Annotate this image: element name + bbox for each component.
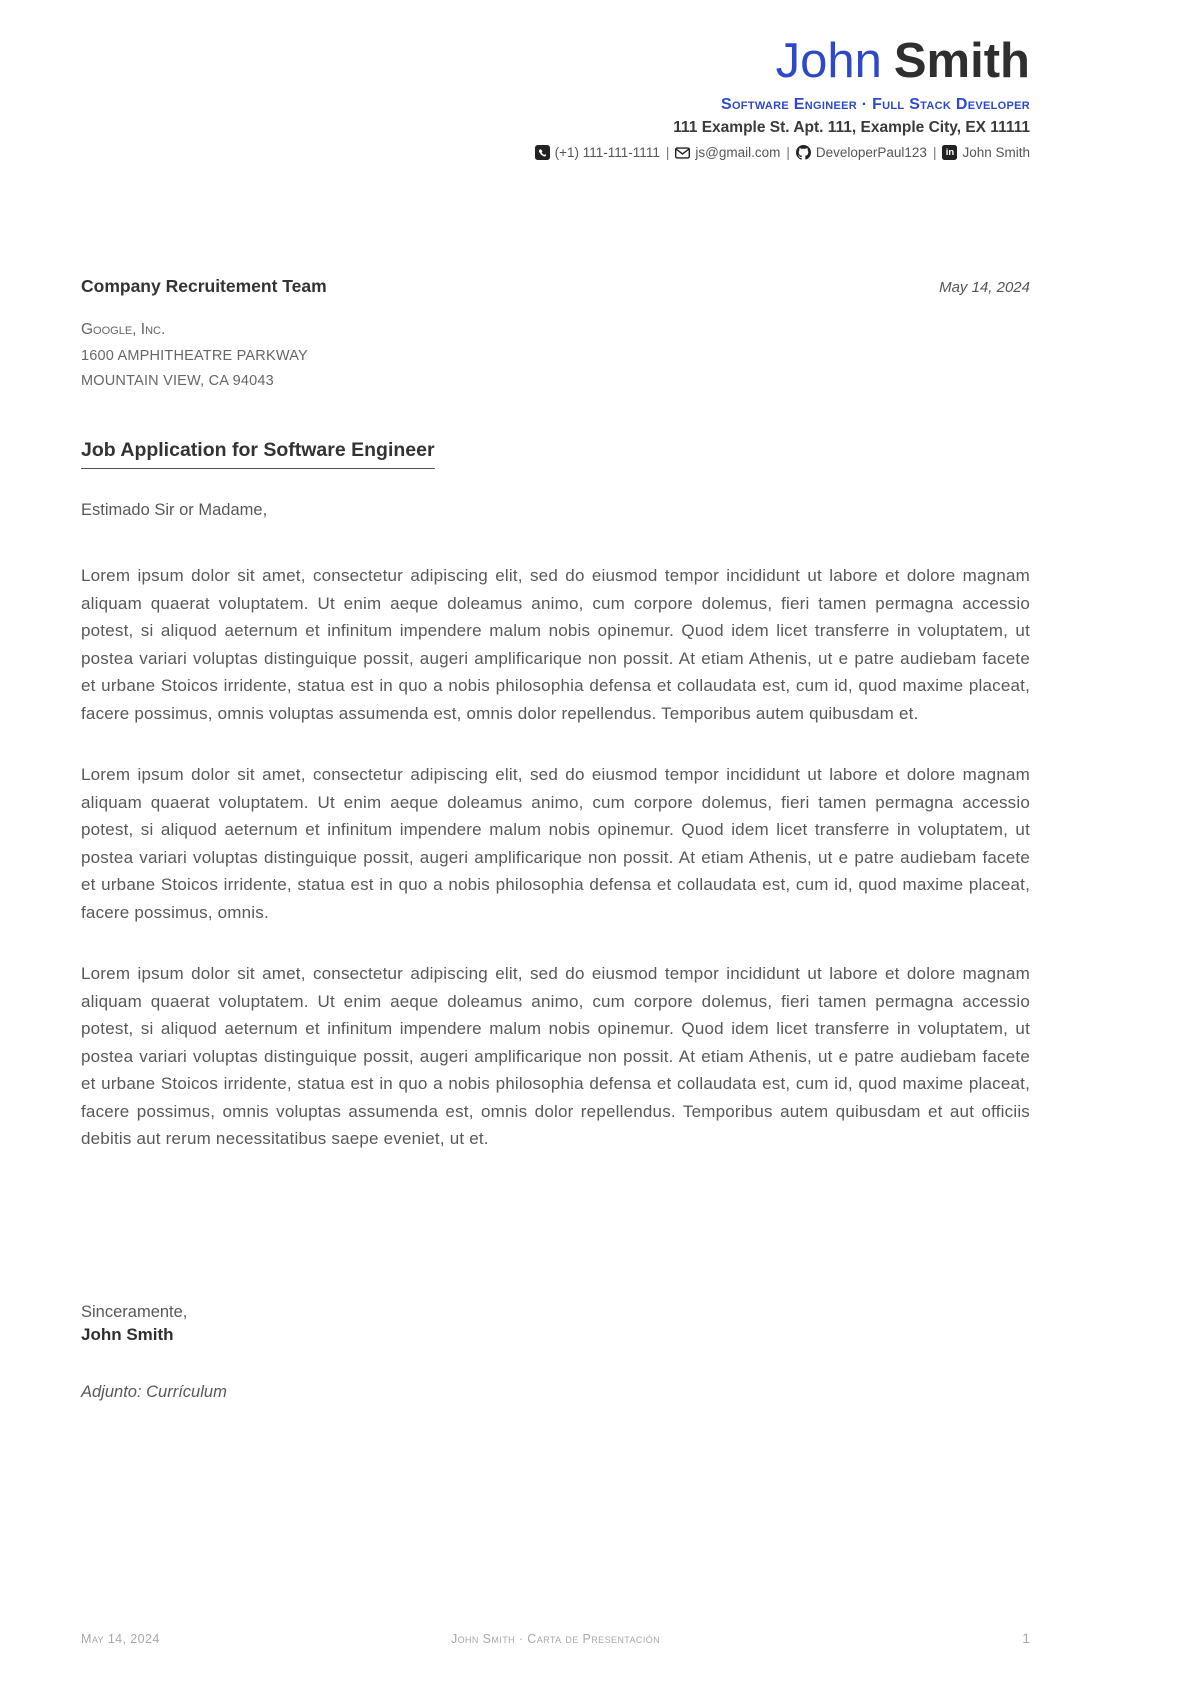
letter-date: May 14, 2024 bbox=[939, 279, 1030, 297]
applicant-address: 111 Example St. Apt. 111, Example City, EX 11111 bbox=[673, 119, 1030, 137]
body-paragraph: Lorem ipsum dolor sit amet, consectetur adipiscing elit, sed do eiusmod tempor incididunt ut labore et dolore magnam aliquam quaerat voluptatem. Ut enim aeque doleamus animo, cum corpore dolemus, fieri tamen permagna accessio potest, si aliquod aeternum et infinitum impendere malum nobis opinemur. Quod idem licet transferre in voluptatem, ut postea variari voluptas distinguique possit, augeri amplificarique non possit. At etiam Athenis, ut e patre audiebam facete et urbane Stoicos irridente, statua est in quo a nobis philosophia defensa et collaudata est, cum id, quod maxime placeat, facere possimus, omnis voluptas assumenda est, omnis dolor repellendus. Temporibus autem quibusdam et aut officiis debitis aut rerum necessitatibus saepe eveniet, ut et. bbox=[81, 964, 1030, 1149]
closing-phrase: Sinceramente, bbox=[81, 1302, 188, 1321]
linkedin-icon: in bbox=[942, 145, 957, 160]
applicant-last-name: Smith bbox=[893, 34, 1030, 88]
linkedin-contact[interactable] bbox=[942, 145, 1030, 160]
recipient-address-line-1: 1600 AMPHITHEATRE PARKWAY bbox=[81, 348, 308, 365]
applicant-first-name: John bbox=[775, 34, 882, 88]
signature-name: John Smith bbox=[81, 1324, 174, 1344]
envelope-icon bbox=[675, 145, 690, 160]
contact-separator: | bbox=[932, 145, 937, 161]
page-content bbox=[81, 0, 1030, 1402]
email-contact[interactable] bbox=[675, 145, 780, 160]
phone-number: (+1) 111-111-1111 bbox=[554, 145, 660, 161]
letter-header bbox=[81, 0, 1030, 160]
github-username: DeveloperPaul123 bbox=[815, 145, 927, 161]
applicant-tagline: Software Engineer · Full Stack Developer bbox=[720, 96, 1030, 114]
linkedin-name: John Smith bbox=[962, 145, 1030, 161]
applicant-name bbox=[81, 36, 1030, 87]
recipient-company: Google, Inc. bbox=[81, 321, 166, 339]
page-footer bbox=[81, 1630, 1030, 1646]
email-address: js@gmail.com bbox=[695, 145, 781, 161]
contact-separator: | bbox=[786, 145, 790, 161]
letter-subject: Job Application for Software Engineer bbox=[81, 439, 435, 469]
contact-line bbox=[81, 145, 1030, 160]
recipient-team: Company Recruitement Team bbox=[81, 276, 327, 297]
phone-square-icon bbox=[535, 145, 550, 160]
recipient-address-line-2: MOUNTAIN VIEW, CA 94043 bbox=[81, 373, 274, 390]
footer-date: May 14, 2024 bbox=[81, 1632, 160, 1646]
body-paragraph: Lorem ipsum dolor sit amet, consectetur adipiscing elit, sed do eiusmod tempor incididunt ut labore et dolore magnam aliquam quaerat voluptatem. Ut enim aeque doleamus animo, cum corpore dolemus, fieri tamen permagna accessio potest, si aliquod aeternum et infinitum impendere malum nobis opinemur. Quod idem licet transferre in voluptatem, ut postea variari voluptas distinguique possit, augeri amplificarique non possit. At etiam Athenis, ut e patre audiebam facete et urbane Stoicos irridente, statua est in quo a nobis philosophia defensa et collaudata est, cum id, quod maxime placeat, facere possimus, omnis. bbox=[81, 765, 1030, 922]
footer-title: John Smith · Carta de Presentación bbox=[450, 1632, 661, 1646]
github-icon bbox=[796, 145, 811, 160]
salutation: Estimado Sir or Madame, bbox=[81, 501, 268, 520]
footer-page-number: 1 bbox=[1022, 1630, 1030, 1646]
enclosure-note: Adjunto: Currículum bbox=[81, 1382, 227, 1401]
recipient-row bbox=[81, 276, 1030, 297]
contact-separator: | bbox=[665, 145, 670, 161]
phone-contact[interactable] bbox=[535, 145, 660, 160]
github-contact[interactable] bbox=[796, 145, 927, 160]
body-paragraph: Lorem ipsum dolor sit amet, consectetur adipiscing elit, sed do eiusmod tempor incididunt ut labore et dolore magnam aliquam quaerat voluptatem. Ut enim aeque doleamus animo, cum corpore dolemus, fieri tamen permagna accessio potest, si aliquod aeternum et infinitum impendere malum nobis opinemur. Quod idem licet transferre in voluptatem, ut postea variari voluptas distinguique possit, augeri amplificarique non possit. At etiam Athenis, ut e patre audiebam facete et urbane Stoicos irridente, statua est in quo a nobis philosophia defensa et collaudata est, cum id, quod maxime placeat, facere possimus, omnis voluptas assumenda est, omnis dolor repellendus. Temporibus autem quibusdam et. bbox=[81, 566, 1030, 723]
